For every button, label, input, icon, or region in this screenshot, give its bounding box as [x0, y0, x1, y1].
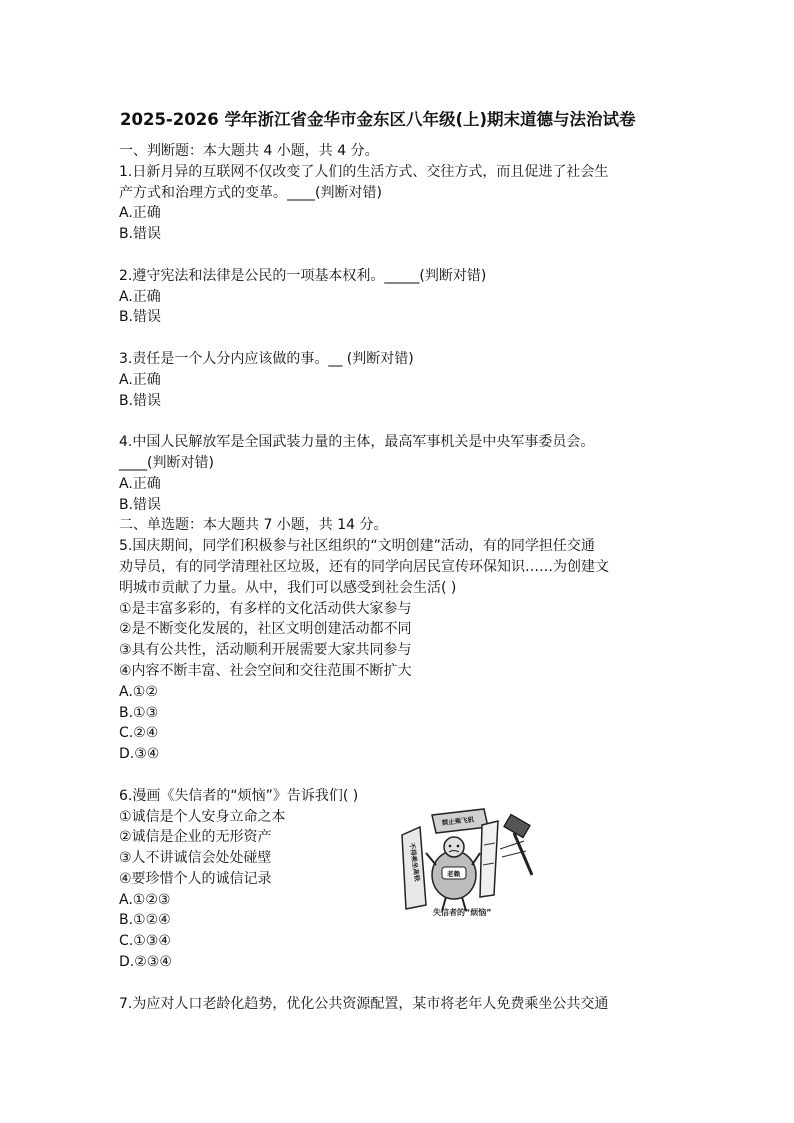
- question-1-option-a: A.正确: [119, 205, 161, 222]
- question-5-statement-4: ④内容不断丰富、社会空间和交往范围不断扩大: [119, 662, 412, 679]
- question-1-option-b: B.错误: [119, 226, 162, 243]
- question-2-option-a: A.正确: [119, 288, 161, 305]
- question-3-option-b: B.错误: [119, 392, 162, 409]
- question-5-line-3: 明城市贡献了力量。从中，我们可以感受到社会生活( ): [119, 579, 457, 596]
- question-6-statement-4: ④要珍惜个人的诚信记录: [119, 870, 272, 887]
- right-pillar: [480, 821, 498, 897]
- question-6-option-b: B.①②④: [119, 912, 171, 929]
- top-sign: [432, 809, 488, 833]
- question-7-line-1: 7.为应对人口老龄化趋势，优化公共资源配置，某市将老年人免费乘坐公共交通: [119, 995, 609, 1012]
- section-header-single-choice: 二、单选题：本大题共 7 小题，共 14 分。: [119, 517, 388, 534]
- question-1-line-1: 1.日新月异的互联网不仅改变了人们的生活方式、交往方式，而且促进了社会生: [119, 163, 609, 180]
- page-title: 2025-2026 学年浙江省金华市金东区八年级(上)期末道德与法治试卷: [120, 110, 636, 129]
- question-5-option-b: B.①③: [119, 704, 159, 721]
- question-2-line-1: 2.遵守宪法和法律是公民的一项基本权利。_____(判断对错): [119, 267, 487, 284]
- question-3-option-a: A.正确: [119, 371, 161, 388]
- hammer-icon: [500, 814, 532, 875]
- question-5-option-d: D.③④: [119, 746, 160, 763]
- spacer: [119, 245, 679, 266]
- question-5-statement-3: ③具有公共性，活动顺利开展需要大家共同参与: [119, 642, 412, 659]
- question-3-line-1: 3.责任是一个人分内应该做的事。__ (判断对错): [119, 350, 414, 367]
- question-6-option-a: A.①②③: [119, 891, 171, 908]
- question-5-statement-2: ②是不断变化发展的，社区文明创建活动都不同: [119, 621, 412, 638]
- question-4-option-a: A.正确: [119, 475, 161, 492]
- spacer: [119, 328, 679, 349]
- question-6-statement-2: ②诚信是企业的无形资产: [119, 829, 272, 846]
- question-6-option-d: D.②③④: [119, 954, 172, 971]
- cartoon-illustration: [396, 805, 548, 917]
- question-4-line-2: ____(判断对错): [119, 454, 214, 471]
- person-figure: [426, 837, 480, 911]
- question-5-statement-1: ①是丰富多彩的，有多样的文化活动供大家参与: [119, 600, 412, 617]
- spacer: [119, 973, 679, 994]
- question-2-option-b: B.错误: [119, 309, 162, 326]
- question-6-statement-3: ③人不讲诚信会处处碰壁: [119, 850, 272, 867]
- question-5-option-a: A.①②: [119, 683, 158, 700]
- cartoon-badge-label: 老赖: [447, 870, 460, 878]
- cartoon-side-label: 不得乘坐高铁: [407, 842, 422, 882]
- section-header-judgement: 一、判断题：本大题共 4 小题，共 4 分。: [119, 143, 379, 159]
- question-5-option-c: C.②④: [119, 725, 159, 742]
- left-pillar: [402, 827, 426, 909]
- question-6-statement-1: ①诚信是个人安身立命之本: [119, 808, 286, 825]
- spacer: [119, 765, 679, 786]
- question-1-line-2: 产方式和治理方式的变革。____(判断对错): [119, 184, 382, 201]
- question-5-line-1: 5.国庆期间，同学们积极参与社区组织的“文明创建”活动，有的同学担任交通: [119, 538, 595, 555]
- cartoon-sign-label: 禁止乘飞机: [441, 815, 475, 827]
- question-6-line-1: 6.漫画《失信者的“烦恼”》告诉我们( ): [119, 787, 359, 804]
- question-4-line-1: 4.中国人民解放军是全国武装力量的主体，最高军事机关是中央军事委员会。: [119, 434, 595, 451]
- cartoon-caption: 失信者的“烦恼”: [433, 908, 492, 917]
- question-5-line-2: 劝导员，有的同学清理社区垃圾，还有的同学向居民宣传环保知识……为创建文: [119, 558, 609, 575]
- spacer: [119, 411, 679, 432]
- question-4-option-b: B.错误: [119, 496, 162, 513]
- question-6-option-c: C.①③④: [119, 933, 171, 950]
